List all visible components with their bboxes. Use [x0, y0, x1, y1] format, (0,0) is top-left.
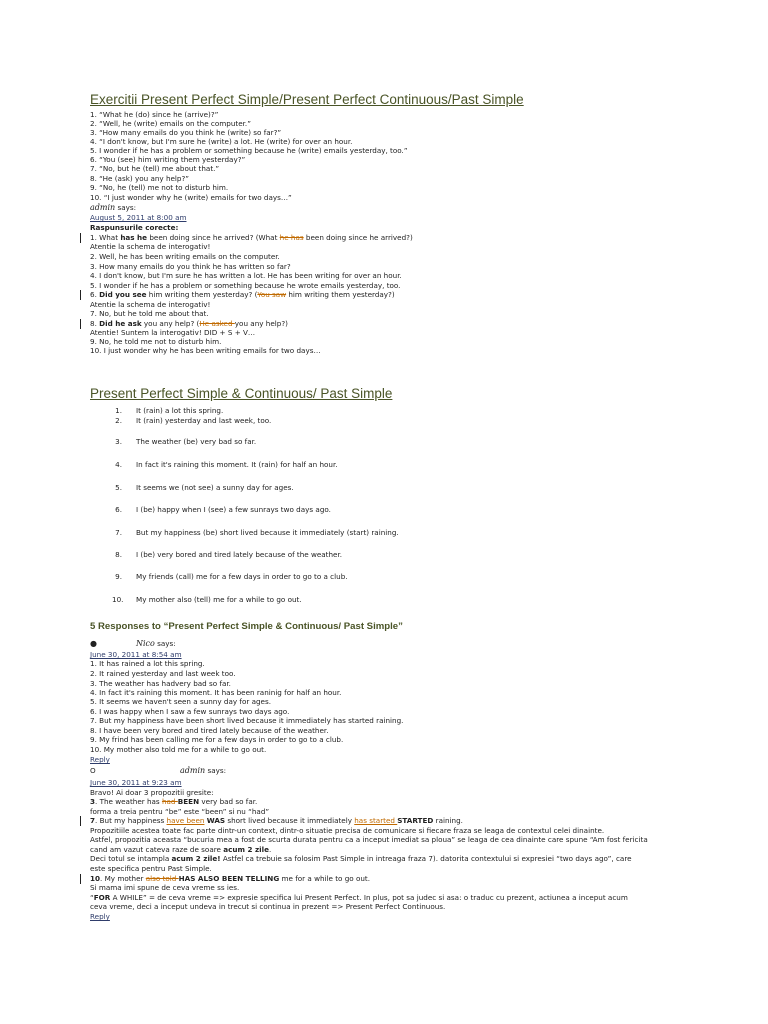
exercise-text: My mother also (tell) me for a while to go out.: [136, 595, 302, 604]
bold-span: 3: [90, 797, 96, 806]
exercise-number: 9.: [115, 572, 122, 581]
text-span: very bad so far.: [199, 797, 258, 806]
correction-7: [90, 816, 463, 825]
response-2-intro: Bravo! Ai doar 3 propozitii gresite:: [90, 788, 214, 797]
text-span: . My mother: [100, 874, 146, 883]
correction-3: [90, 797, 257, 806]
text-span: cand am vazut cateva raze de soare: [90, 845, 224, 854]
bold-span: Did you see: [99, 290, 147, 299]
responses-title: 5 Responses to “Present Perfect Simple & Continuous/ Past Simple”: [90, 621, 403, 632]
bold-span: 10: [90, 874, 101, 883]
bullet-icon: ●: [90, 639, 97, 648]
bold-span: FOR: [93, 893, 111, 902]
change-marker: [80, 233, 81, 243]
answer-2: 2. Well, he has been writing emails on the computer.: [90, 252, 280, 261]
exercise-number: 6.: [115, 505, 122, 514]
bold-span: BEEN: [177, 797, 200, 806]
question-7: 7. “No, but he (tell) me about that.”: [90, 164, 220, 173]
deleted-text: He asked: [199, 319, 235, 328]
exercise-number: 8.: [115, 550, 122, 559]
says-label: says:: [117, 203, 137, 212]
question-1: 1. “What he (do) since he (arrive)?”: [90, 110, 219, 119]
text-span: me for a while to go out.: [279, 874, 371, 883]
exercise-text: In fact it's raining this moment. It (rain) for half an hour.: [136, 460, 338, 469]
text-span: A WHILE” = de ceva vreme => expresie specifica lui Present Perfect. In plus, pot sa judec si asa: o traduc cu prezent, actiunea a inceput acum: [110, 893, 628, 902]
question-9: 9. “No, he (tell) me not to disturb him.: [90, 183, 229, 192]
question-2: 2. “Well, he (write) emails on the computer.”: [90, 119, 251, 128]
exercise-number: 5.: [115, 483, 122, 492]
answer-6: [90, 290, 395, 299]
answer-3: 3. How many emails do you think he has written so far?: [90, 262, 291, 271]
answer-7: 7. No, but he told me about that.: [90, 309, 209, 318]
question-10: 10. “I just wonder why he (write) emails for two days…”: [90, 193, 292, 202]
exercise-text: The weather (be) very bad so far.: [136, 437, 257, 446]
note-2: Atentie la schema de interogativ!: [90, 300, 211, 309]
text-span: him writing them yesterday? (: [146, 290, 258, 299]
says-label: says:: [207, 766, 227, 775]
bold-span: STARTED: [397, 816, 434, 825]
exercise-number: 7.: [115, 528, 122, 537]
bold-span: 7: [90, 816, 96, 825]
correction-3-note: forma a treia pentru “be” este “been” si nu “had”: [90, 807, 270, 816]
explanation-line: [90, 854, 632, 863]
text-span: .: [268, 845, 272, 854]
text-span: him writing them yesterday?): [286, 290, 395, 299]
bold-span: has he: [120, 233, 148, 242]
response-2-date-link[interactable]: June 30, 2011 at 9:23 am: [90, 778, 182, 787]
answer-9: 9. No, he told me not to disturb him.: [90, 337, 222, 346]
text-span: been doing since he arrived? (What: [147, 233, 280, 242]
bold-span: HAS ALSO BEEN TELLING: [178, 874, 280, 883]
section1-title: Exercitii Present Perfect Simple/Present Perfect Continuous/Past Simple: [90, 92, 524, 107]
response-2-author[interactable]: admin: [180, 766, 206, 775]
text-span: 8.: [90, 319, 100, 328]
deleted-text: also told: [145, 874, 179, 883]
comment-author[interactable]: admin: [90, 203, 116, 212]
bullet-icon: O: [90, 766, 96, 775]
exercise-number: 2.: [115, 416, 122, 425]
exercise-text: My friends (call) me for a few days in order to go to a club.: [136, 572, 348, 581]
text-span: short lived because it immediately: [225, 816, 355, 825]
change-marker: [80, 319, 81, 329]
exercise-number: 10.: [112, 595, 124, 604]
response-1-author[interactable]: Nico: [136, 639, 155, 648]
explanation-line: Propozitiile acestea toate fac parte dintr-un context, dintr-o situatie precisa de comunicare si fiecare fraza se leaga de contextul celei dinainte.: [90, 826, 605, 835]
response-line: 2. It rained yesterday and last week too.: [90, 669, 236, 678]
text-span: . The weather has: [95, 797, 162, 806]
explanation-line: [90, 893, 628, 902]
exercise-text: It (rain) yesterday and last week, too.: [136, 416, 272, 425]
correction-10: [90, 874, 370, 883]
bold-span: WAS: [206, 816, 226, 825]
inserted-text: have been: [166, 816, 205, 825]
question-4: 4. “I don't know, but I'm sure he (write) a lot. He (write) for over an hour.: [90, 137, 353, 146]
deleted-text: You saw: [257, 290, 287, 299]
text-span: you any help? (: [141, 319, 200, 328]
response-line: 6. I was happy when I saw a few sunrays two days ago.: [90, 707, 290, 716]
response-line: 7. But my happiness have been short lived because it immediately has started raining.: [90, 716, 404, 725]
change-marker: [80, 290, 81, 300]
answers-heading: Raspunsurile corecte:: [90, 223, 179, 232]
response-line: 9. My frind has been calling me for a few days in order to go to a club.: [90, 735, 344, 744]
question-3: 3. “How many emails do you think he (write) so far?”: [90, 128, 282, 137]
text-span: raining.: [433, 816, 463, 825]
question-8: 8. “He (ask) you any help?”: [90, 174, 190, 183]
response-line: 4. In fact it's raining this moment. It has been raninig for half an hour.: [90, 688, 342, 697]
response-line: 3. The weather has hadvery bad so far.: [90, 679, 231, 688]
comment-header: [90, 203, 136, 212]
text-span: “: [90, 893, 94, 902]
text-span: 1. What: [90, 233, 121, 242]
deleted-text: he has: [279, 233, 304, 242]
section2-title: Present Perfect Simple & Continuous/ Past Simple: [90, 386, 393, 401]
response-2-header: [180, 766, 226, 775]
comment-date-link[interactable]: August 5, 2011 at 8:00 am: [90, 213, 187, 222]
inserted-text: has started: [354, 816, 398, 825]
explanation-line: este specifica pentru Past Simple.: [90, 864, 212, 873]
answer-10: 10. I just wonder why he has been writing emails for two days…: [90, 346, 321, 355]
response-1-header: [136, 639, 176, 648]
exercise-number: 3.: [115, 437, 122, 446]
text-span: you any help?): [234, 319, 288, 328]
exercise-number: 4.: [115, 460, 122, 469]
note-1: Atentie la schema de interogativ!: [90, 242, 211, 251]
exercise-text: I (be) very bored and tired lately because of the weather.: [136, 550, 343, 559]
bold-span: acum 2 zile: [223, 845, 269, 854]
answer-4: 4. I don't know, but I'm sure he has written a lot. He has been writing for over an hour.: [90, 271, 402, 280]
question-6: 6. “You (see) him writing them yesterday?”: [90, 155, 246, 164]
reply-link[interactable]: Reply: [90, 755, 110, 764]
exercise-text: But my happiness (be) short lived because it immediately (start) raining.: [136, 528, 399, 537]
text-span: Deci totul se intampla: [90, 854, 172, 863]
response-line: 5. It seems we haven't seen a sunny day for ages.: [90, 697, 271, 706]
bold-span: acum 2 zile!: [171, 854, 221, 863]
response-line: 10. My mother also told me for a while to go out.: [90, 745, 267, 754]
explanation-line: [90, 845, 271, 854]
question-5: 5. I wonder if he has a problem or something because he (write) emails yesterday, too.”: [90, 146, 408, 155]
answer-1: [90, 233, 413, 242]
response-line: 8. I have been very bored and tired lately because of the weather.: [90, 726, 329, 735]
note-3: Atentie! Suntem la interogativ! DID + S + V…: [90, 328, 256, 337]
deleted-text: had: [161, 797, 178, 806]
text-span: 6.: [90, 290, 100, 299]
exercise-text: It seems we (not see) a sunny day for ages.: [136, 483, 294, 492]
exercise-text: It (rain) a lot this spring.: [136, 406, 224, 415]
response-line: 1. It has rained a lot this spring.: [90, 659, 205, 668]
exercise-text: I (be) happy when I (see) a few sunrays two days ago.: [136, 505, 331, 514]
answer-8: [90, 319, 288, 328]
explanation-line: ceva vreme, deci a inceput undeva in trecut si continua in prezent => Present Perfect Continuous.: [90, 902, 446, 911]
explanation-line: Si mama imi spune de ceva vreme ss ies.: [90, 883, 240, 892]
change-marker: [80, 874, 81, 884]
says-label: says:: [157, 639, 176, 648]
exercise-number: 1.: [115, 406, 122, 415]
answer-5: 5. I wonder if he has a problem or something because he wrote emails yesterday, too.: [90, 281, 401, 290]
explanation-line: Astfel, propozitia aceasta “bucuria mea a fost de scurta durata pentru ca a inceput imediat sa ploua” se leaga de cea dinainte care spune “Am fost fericita: [90, 835, 648, 844]
text-span: been doing since he arrived?): [303, 233, 413, 242]
reply-link[interactable]: Reply: [90, 912, 110, 921]
text-span: Astfel ca trebuie sa folosim Past Simple in intreaga fraza 7). datorita contextului si expresiei “two days ago”, care: [220, 854, 632, 863]
bold-span: Did he ask: [99, 319, 142, 328]
response-1-date-link[interactable]: June 30, 2011 at 8:54 am: [90, 650, 182, 659]
change-marker: [80, 816, 81, 826]
text-span: . But my happiness: [95, 816, 167, 825]
